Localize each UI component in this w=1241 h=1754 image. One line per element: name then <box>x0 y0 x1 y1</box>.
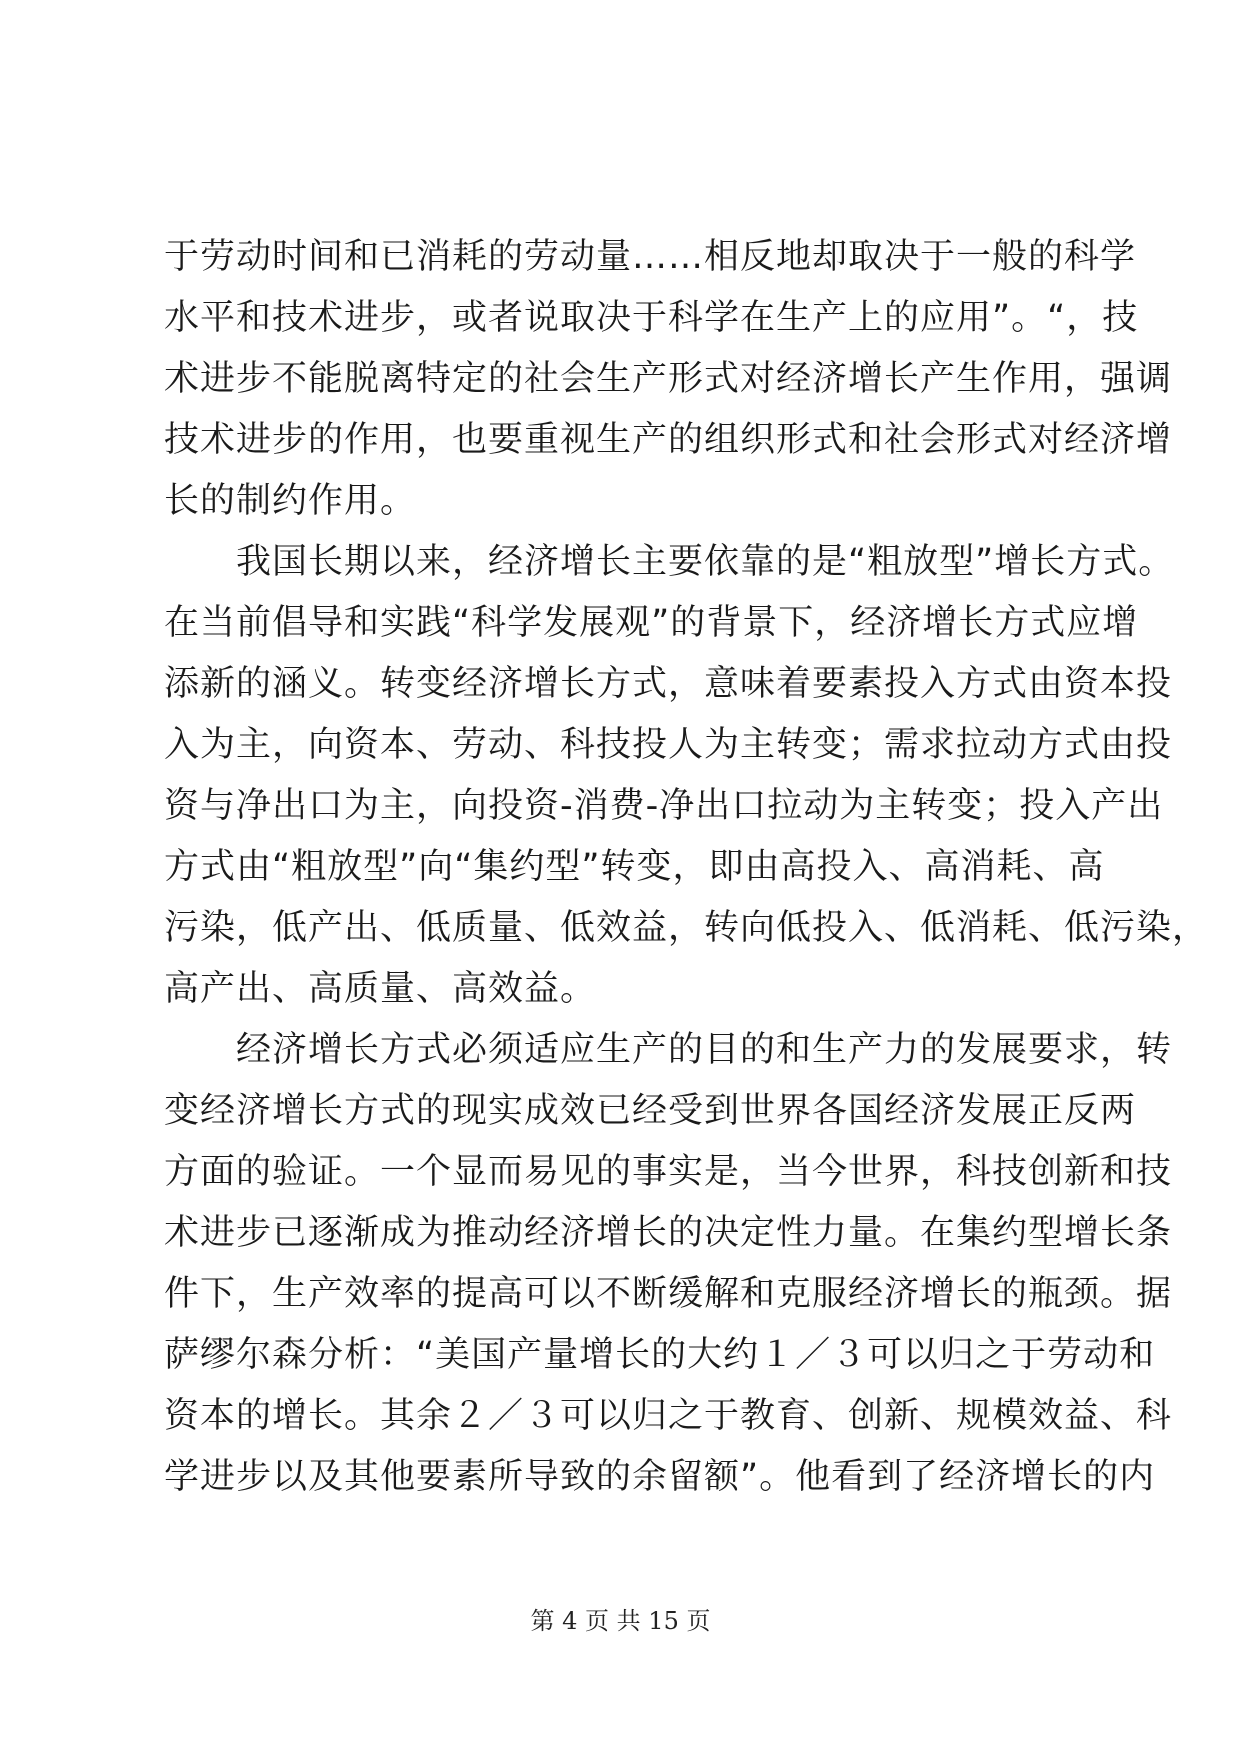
text-line: 学进步以及其他要素所导致的余留额”。他看到了经济增长的内 <box>164 1457 1156 1497</box>
text-line: 变经济增长方式的现实成效已经受到世界各国经济发展正反两 <box>164 1091 1137 1131</box>
text-line: 在当前倡导和实践“科学发展观”的背景下，经济增长方式应增 <box>164 603 1139 643</box>
text-line: 萨缪尔森分析：“美国产量增长的大约１／３可以归之于劳动和 <box>164 1335 1156 1375</box>
text-line: 经济增长方式必须适应生产的目的和生产力的发展要求，转 <box>164 1030 1173 1070</box>
text-line: 方式由“粗放型”向“集约型”转变，即由高投入、高消耗、高 <box>164 847 1105 887</box>
text-line: 高产出、高质量、高效益。 <box>164 969 597 1009</box>
text-line: 件下，生产效率的提高可以不断缓解和克服经济增长的瓶颈。据 <box>164 1274 1173 1314</box>
text-line: 入为主，向资本、劳动、科技投人为主转变；需求拉动方式由投 <box>164 725 1173 765</box>
text-line: 长的制约作用。 <box>164 481 417 521</box>
text-line: 术进步不能脱离特定的社会生产形式对经济增长产生作用，强调 <box>164 359 1173 399</box>
text-line: 污染，低产出、低质量、低效益，转向低投入、低消耗、低污染， <box>164 908 1209 948</box>
text-line: 添新的涵义。转变经济增长方式，意味着要素投入方式由资本投 <box>164 664 1173 704</box>
text-line: 资与净出口为主，向投资-消费-净出口拉动为主转变；投入产出 <box>164 786 1164 826</box>
body-text <box>164 227 1209 1508</box>
text-line: 于劳动时间和已消耗的劳动量……相反地却取决于一般的科学 <box>164 237 1137 277</box>
text-line: 我国长期以来，经济增长主要依靠的是“粗放型”增长方式。 <box>164 542 1175 582</box>
text-line: 方面的验证。一个显而易见的事实是，当今世界，科技创新和技 <box>164 1152 1173 1192</box>
text-line: 资本的增长。其余２／３可以归之于教育、创新、规模效益、科 <box>164 1396 1173 1436</box>
text-line: 技术进步的作用，也要重视生产的组织形式和社会形式对经济增 <box>164 420 1173 460</box>
page-footer: 第 4 页 共 15 页 <box>530 1607 711 1635</box>
text-line: 水平和技术进步，或者说取决于科学在生产上的应用”。“，技 <box>164 298 1139 338</box>
text-line: 术进步已逐渐成为推动经济增长的决定性力量。在集约型增长条 <box>164 1213 1173 1253</box>
